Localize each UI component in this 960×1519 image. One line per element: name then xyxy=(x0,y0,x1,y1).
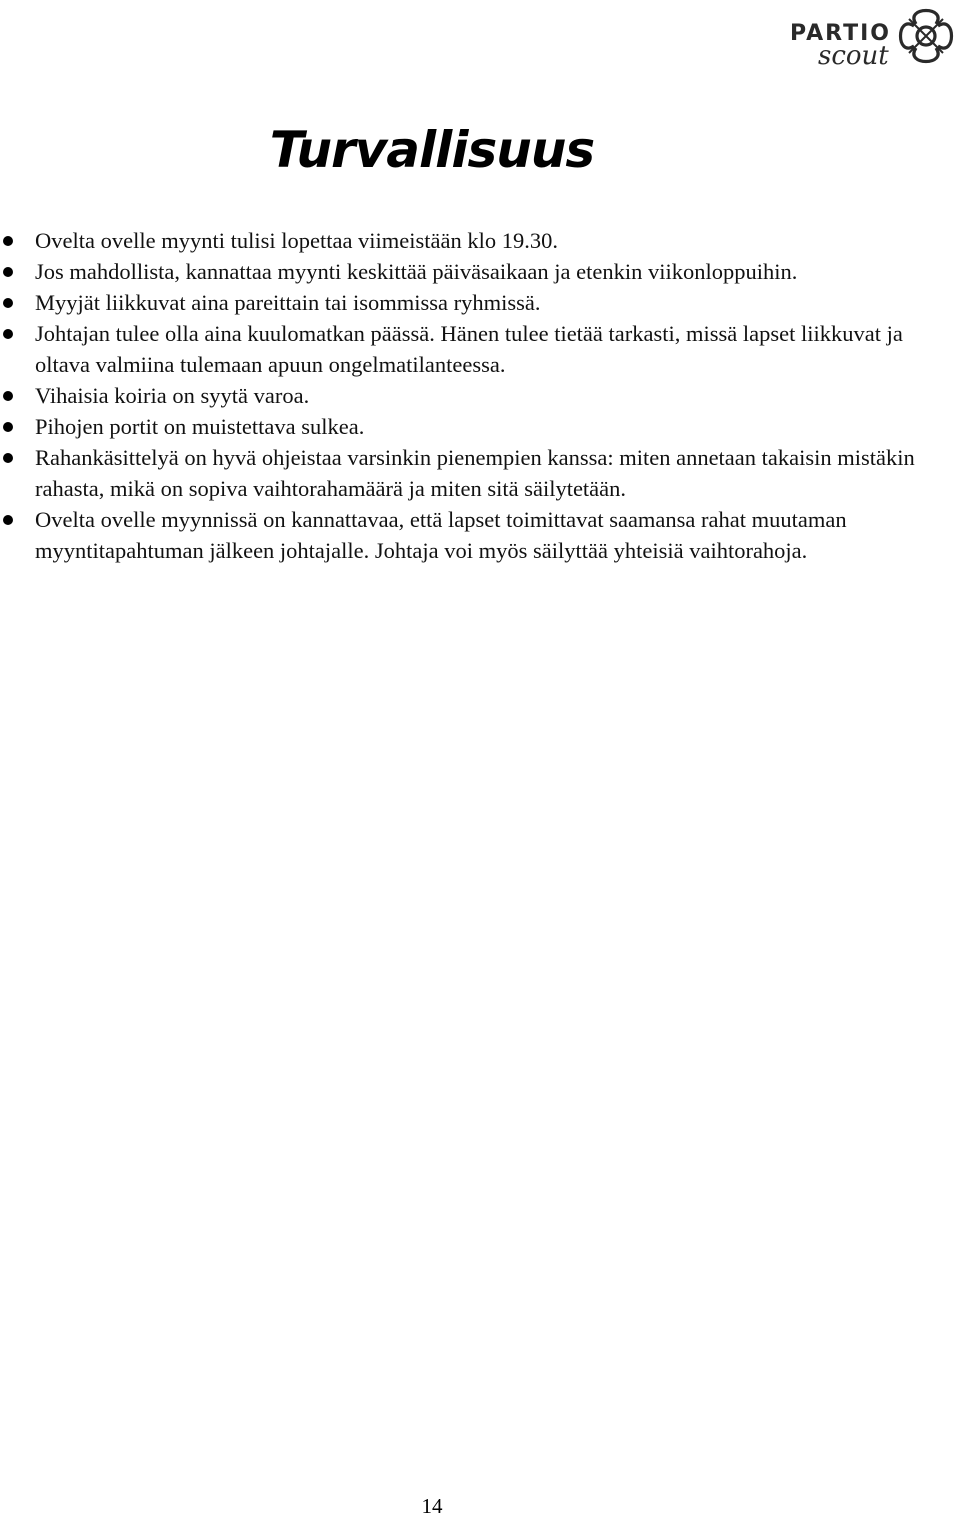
bullet-icon xyxy=(3,329,13,339)
list-item-text: Myyjät liikkuvat aina pareittain tai isommissa ryhmissä. xyxy=(35,290,541,315)
list-item-text: Jos mahdollista, kannattaa myynti keskittää päiväsaikaan ja etenkin viikonloppuihin. xyxy=(35,259,798,284)
partio-scout-logo xyxy=(786,4,958,68)
bullet-icon xyxy=(3,236,13,246)
bullet-icon xyxy=(3,453,13,463)
list-item xyxy=(0,256,920,287)
list-item-text: Ovelta ovelle myynnissä on kannattavaa, että lapset toimittavat saamansa rahat muutaman myyntitapahtuman jälkeen johtajalle. Johtaja voi myös säilyttää yhteisiä vaihtorahoja. xyxy=(35,507,847,563)
bullet-icon xyxy=(3,422,13,432)
safety-guidelines-list xyxy=(0,225,920,566)
list-item xyxy=(0,442,920,504)
page-number: 14 xyxy=(421,1494,443,1518)
list-item-text: Vihaisia koiria on syytä varoa. xyxy=(35,383,310,408)
list-item-text: Pihojen portit on muistettava sulkea. xyxy=(35,414,365,439)
list-item-text: Rahankäsittelyä on hyvä ohjeistaa varsinkin pienempien kanssa: miten annetaan takaisin mistäkin rahasta, mikä on sopiva vaihtorahamäärä ja miten sitä säilytetään. xyxy=(35,445,915,501)
logo-word-top: PARTIO xyxy=(790,21,891,46)
trefoil-knot-icon xyxy=(901,11,952,62)
bullet-icon xyxy=(3,391,13,401)
list-item-text: Johtajan tulee olla aina kuulomatkan päässä. Hänen tulee tietää tarkasti, missä lapset liikkuvat ja oltava valmiina tulemaan apuun ongelmatilanteessa. xyxy=(35,321,903,377)
list-item xyxy=(0,380,920,411)
page-title: Turvallisuus xyxy=(269,121,595,179)
list-item-text: Ovelta ovelle myynti tulisi lopettaa viimeistään klo 19.30. xyxy=(35,228,559,253)
bullet-icon xyxy=(3,515,13,525)
bullet-icon xyxy=(3,267,13,277)
list-item xyxy=(0,225,920,256)
logo-word-bottom: scout xyxy=(818,41,889,68)
list-item xyxy=(0,504,920,566)
bullet-icon xyxy=(3,298,13,308)
list-item xyxy=(0,287,920,318)
list-item xyxy=(0,318,920,380)
list-item xyxy=(0,411,920,442)
